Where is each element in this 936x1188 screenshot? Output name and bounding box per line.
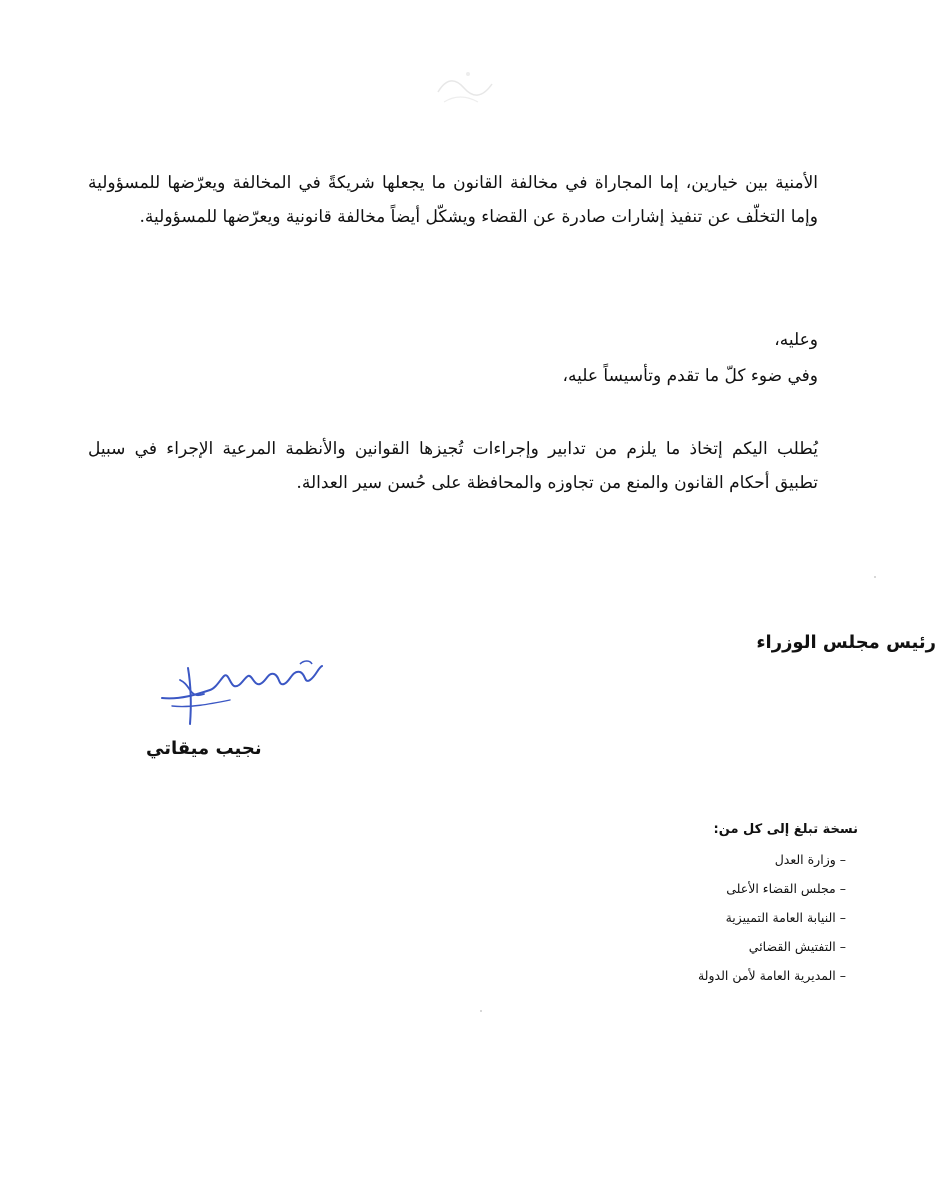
faint-stamp-mark [430,62,500,110]
recipients-list [598,845,858,990]
whereas-line: وفي ضوء كلّ ما تقدم وتأسيساً عليه، [562,366,818,386]
recipient-item: – التفتيش القضائي [598,932,846,961]
paragraph-line: يُطلب اليكم إتخاذ ما يلزم من تدابير وإجراءات تُجيزها القوانين والأنظمة المرعية الإجراء في سبيل [88,439,818,459]
copies-distribution [598,822,858,990]
recipient-item: – المديرية العامة لأمن الدولة [598,961,846,990]
copies-title: نسخة تبلغ إلى كل من: [713,822,858,837]
recipient-item: – مجلس القضاء الأعلى [598,874,846,903]
paragraph-request [88,432,818,500]
scan-speck [480,1010,482,1012]
recipient-item: – وزارة العدل [598,845,846,874]
paragraph-security-options [88,166,818,234]
recipient-item: – النيابة العامة التمييزية [598,903,846,932]
handwritten-signature [150,650,330,730]
paragraph-line: الأمنية بين خيارين، إما المجاراة في مخالفة القانون ما يجعلها شريكةً في المخالفة ويعرّضها للمسؤولية [88,173,818,193]
whereas-line: وعليه، [774,330,818,350]
paragraph-line: تطبيق أحكام القانون والمنع من تجاوزه والمحافظة على حُسن سير العدالة. [296,473,818,493]
paragraph-line: وإما التخلّف عن تنفيذ إشارات صادرة عن القضاء ويشكّل أيضاً مخالفة قانونية ويعرّضها للمسؤولية. [139,207,818,227]
signatory-title: رئيس مجلس الوزراء [756,632,936,653]
scan-speck [874,576,876,578]
paragraph-whereas [418,322,818,394]
signatory-name: نجيب ميقاتي [146,738,262,759]
